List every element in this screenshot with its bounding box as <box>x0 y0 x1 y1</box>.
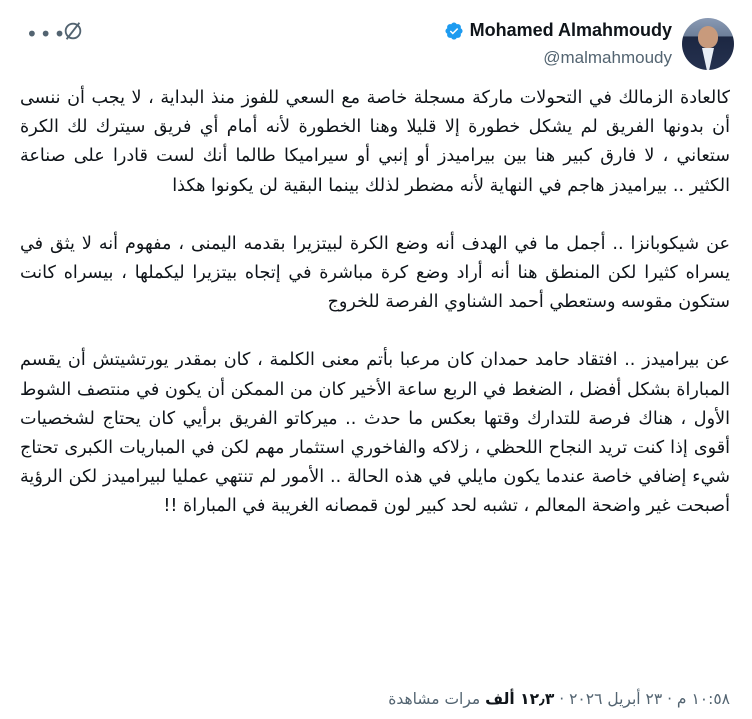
views-label: مرات مشاهدة <box>388 690 481 708</box>
tweet-meta <box>388 690 730 708</box>
tweet-paragraph: عن بيراميدز .. افتقاد حامد حمدان كان مرعبا بأتم معنى الكلمة ، كان بمقدر يورتشيتش أن يقسم المباراة بشكل أفضل ، الضغط في الربع ساعة الأخير كان من الممكن أن يكون في منتصف الشوط الأول ، هناك فرصة للتدارك وقتها بعكس ما حدث .. ميركاتو الفريق برأيي كان يحتاج لشخصيات أقوى إذا كنت تريد النجاح اللحظي ، زلاكه والفاخوري استثمار مهم لكن في المباريات الكبرى تحتاج شيء إضافي خاصة عندما يكون مايلي في هذه الحالة .. الأمور لم تنتهي عمليا لبيراميدز لكن الرؤية أصبحت غير واضحة المعالم ، تشبه لحد كبير لون قمصانه الغريبة في المباراة !! <box>20 350 730 517</box>
tweet-paragraph: عن شيكوبانزا .. أجمل ما في الهدف أنه وضع الكرة لبيتزيرا بقدمه اليمنى ، مفهوم أنه لا يثق في يسراه كثيرا لكن المنطق هنا أنه أراد وضع كرة مباشرة في إتجاه بيتزيرا ليكملها ، بيسراه كانت ستكون مقوسه وستعطي أحمد الشناوي الفرصة للخروج <box>20 233 730 313</box>
avatar-face <box>698 26 718 48</box>
author-display-name[interactable]: Mohamed Almahmoudy <box>469 20 672 40</box>
meta-separator: · <box>554 690 570 708</box>
verified-badge-icon <box>444 21 464 41</box>
avatar[interactable] <box>682 18 734 70</box>
author-name-row <box>444 20 672 41</box>
more-horizontal-icon[interactable]: ••• <box>26 22 68 46</box>
avatar-shirt <box>702 48 714 70</box>
tweet-header <box>0 14 752 74</box>
tweet-paragraph: كالعادة الزمالك في التحولات ماركة مسجلة خاصة مع السعي للفوز منذ البداية ، لا يجب أن ننسى أن بدونها الفريق لم يشكل خطورة إلا قليلا وهنا الخطورة لأنه أمام أي فريق سيترك لك الكرة ستعاني ، لا فارق كبير هنا بين بيراميدز أو إنبي أو سيراميكا طالما أنك لست قادرا على صناعة الكثير .. بيراميدز هاجم في النهاية لأنه مضطر لذلك بينما البقية لن يكونوا هكذا <box>20 88 730 196</box>
grok-icon[interactable] <box>62 20 84 42</box>
tweet-body <box>20 84 730 522</box>
author-handle[interactable]: @malmahmoudy <box>543 48 672 67</box>
tweet-timestamp[interactable]: ١٠:٥٨ م · ٢٣ أبريل ٢٠٢٦ <box>569 690 730 708</box>
views-count: ١٢٫٣ ألف <box>485 690 555 708</box>
